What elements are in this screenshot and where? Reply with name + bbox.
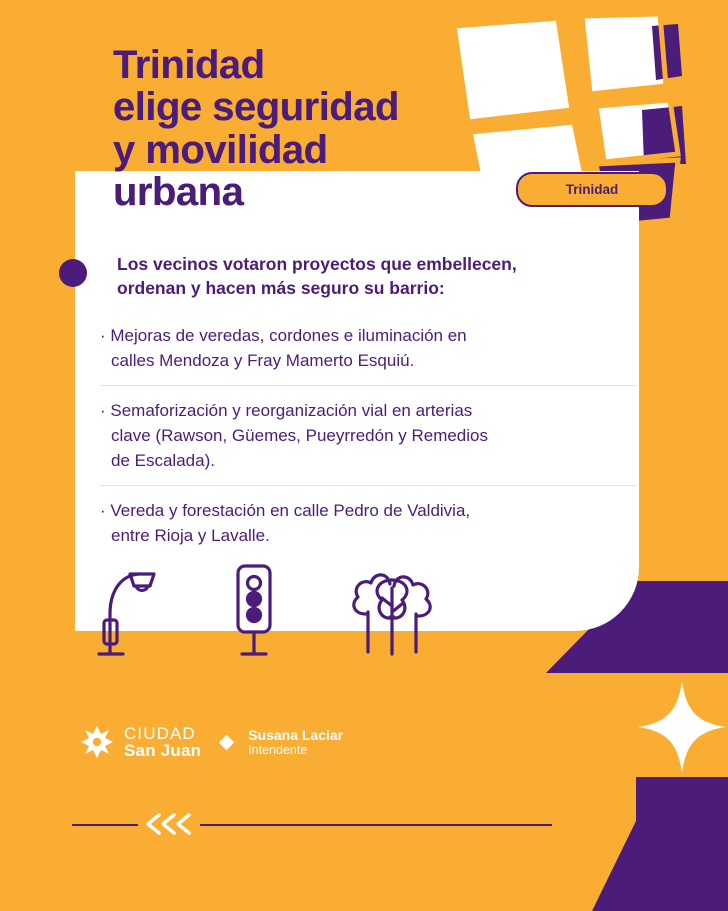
list-item-line: · Vereda y forestación en calle Pedro de Valdivia, [100, 501, 471, 521]
page-title [113, 44, 399, 214]
trees-icon [344, 560, 440, 665]
ciudad-san-juan-logo-icon [80, 725, 114, 759]
headline-line-1: Trinidad [113, 43, 265, 87]
neighborhood-tag-badge [516, 172, 668, 207]
list-item-line: · Semaforización y reorganización vial en arterias [100, 401, 473, 421]
icon-row [96, 560, 440, 665]
logo-line-2: San Juan [124, 741, 202, 761]
list-item-line: entre Rioja y Lavalle. [111, 525, 270, 545]
list-item [100, 311, 637, 386]
lead-bullet-dot [59, 259, 87, 287]
lead-line-1: Los vecinos votaron proyectos que embellecen, [117, 254, 517, 274]
headline-line-3: y movilidad [113, 127, 328, 172]
chevrons-decoration [138, 806, 200, 842]
footer-branding [80, 725, 343, 760]
mayor-credit [248, 727, 343, 757]
list-item-line: · Mejoras de veredas, cordones e iluminación en [100, 326, 467, 345]
logo-separator-diamond [219, 735, 235, 751]
list-item-line: calles Mendoza y Fray Mamerto Esquiú. [111, 350, 415, 370]
neighborhood-tag-label: Trinidad [565, 182, 619, 197]
mayor-role: Intendente [248, 743, 308, 758]
traffic-light-icon [226, 560, 282, 665]
logo-line-1: CIUDAD [124, 724, 196, 743]
list-item-line: de Escalada). [111, 450, 215, 470]
headline-line-2: elige seguridad [113, 85, 399, 130]
project-list [100, 311, 637, 560]
list-item [100, 486, 637, 560]
street-lamp-icon [96, 560, 164, 665]
lead-paragraph [117, 253, 637, 300]
headline-line-4: urbana [113, 170, 244, 215]
mayor-name: Susana Laciar [248, 727, 344, 744]
logo-wordmark [124, 725, 201, 760]
lead-line-2: ordenan y hacen más seguro su barrio: [117, 277, 445, 298]
list-item [100, 386, 637, 486]
list-item-line: clave (Rawson, Güemes, Pueyrredón y Remedios [111, 425, 488, 445]
